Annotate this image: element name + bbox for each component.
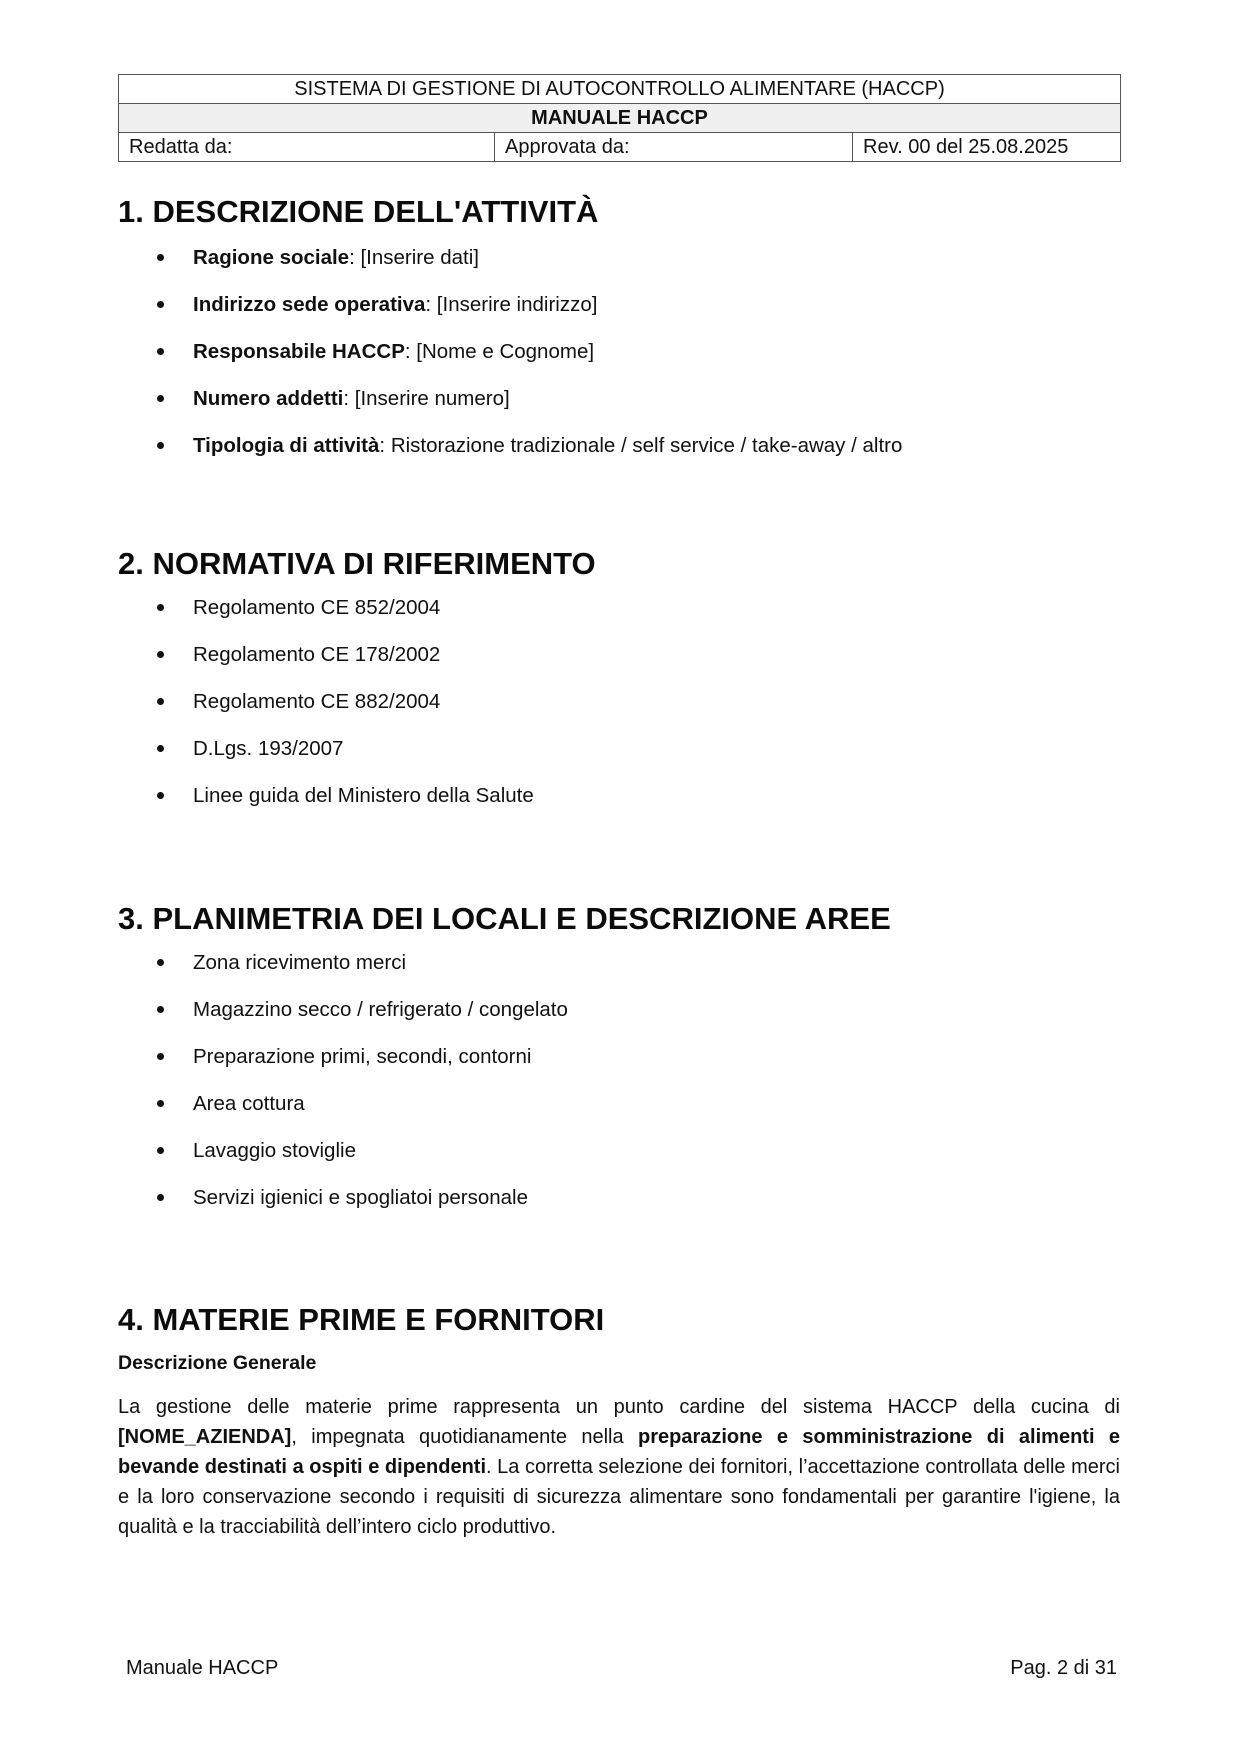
approvata-da-cell: Approvata da: [495, 133, 853, 162]
list-item: Numero addetti: [Inserire numero] [118, 375, 1120, 422]
section-title: 2. NORMATIVA DI RIFERIMENTO [118, 546, 596, 581]
bullet-icon [157, 959, 164, 966]
bullet-icon [157, 792, 164, 799]
bullet-icon [157, 1006, 164, 1013]
bullet-icon [157, 1147, 164, 1154]
bullet-icon [157, 348, 164, 355]
list-item: Tipologia di attività: Ristorazione tradizionale / self service / take-away / altro [118, 422, 1120, 469]
revision-cell: Rev. 00 del 25.08.2025 [853, 133, 1121, 162]
list-item: Magazzino secco / refrigerato / congelato [118, 986, 1120, 1033]
list-item: Area cottura [118, 1080, 1120, 1127]
bullet-icon [157, 1194, 164, 1201]
footer-page-number: Pag. 2 di 31 [1010, 1657, 1117, 1679]
section-title: 3. PLANIMETRIA DEI LOCALI E DESCRIZIONE AREE [118, 901, 891, 936]
section-planimetria [118, 899, 1120, 1221]
list-item: Preparazione primi, secondi, contorni [118, 1033, 1120, 1080]
bullet-icon [157, 745, 164, 752]
regulations-list [118, 584, 1120, 819]
list-item: Lavaggio stoviglie [118, 1127, 1120, 1174]
section-title: 4. MATERIE PRIME E FORNITORI [118, 1302, 605, 1337]
section-materie-prime [118, 1300, 1120, 1542]
list-item: Regolamento CE 852/2004 [118, 584, 1120, 631]
redatta-da-cell: Redatta da: [119, 133, 495, 162]
section-paragraph: La gestione delle materie prime rappresenta un punto cardine del sistema HACCP della cucina di [NOME_AZIENDA], impegnata quotidianamente nella preparazione e somministrazione di alimenti e bevande destinati a ospiti e dipendenti. La corretta selezione dei fornitori, l’accettazione controllata delle merci e la loro conservazione secondo i requisiti di sicurezza alimentare sono fondamentali per garantire l'igiene, la qualità e la tracciabilità dell’intero ciclo produttivo. [118, 1396, 1121, 1538]
list-item: D.Lgs. 193/2007 [118, 725, 1120, 772]
section-descrizione-attivita [118, 192, 1120, 469]
bullet-icon [157, 395, 164, 402]
section-normativa [118, 544, 1120, 819]
bullet-icon [157, 254, 164, 261]
list-item: Regolamento CE 178/2002 [118, 631, 1120, 678]
manual-title: MANUALE HACCP [119, 104, 1121, 133]
areas-list [118, 939, 1120, 1221]
bullet-icon [157, 1053, 164, 1060]
document-header-table [118, 74, 1121, 162]
list-item: Ragione sociale: [Inserire dati] [118, 234, 1120, 281]
footer-document-name: Manuale HACCP [126, 1657, 279, 1679]
activity-details-list [118, 234, 1120, 469]
bullet-icon [157, 651, 164, 658]
section-title: 1. DESCRIZIONE DELL'ATTIVITÀ [118, 194, 599, 229]
bullet-icon [157, 301, 164, 308]
list-item: Servizi igienici e spogliatoi personale [118, 1174, 1120, 1221]
bullet-icon [157, 698, 164, 705]
section-subtitle: Descrizione Generale [118, 1352, 317, 1374]
bullet-icon [157, 604, 164, 611]
list-item: Responsabile HACCP: [Nome e Cognome] [118, 328, 1120, 375]
list-item: Regolamento CE 882/2004 [118, 678, 1120, 725]
bullet-icon [157, 1100, 164, 1107]
list-item: Zona ricevimento merci [118, 939, 1120, 986]
list-item: Indirizzo sede operativa: [Inserire indirizzo] [118, 281, 1120, 328]
list-item: Linee guida del Ministero della Salute [118, 772, 1120, 819]
system-title: SISTEMA DI GESTIONE DI AUTOCONTROLLO ALIMENTARE (HACCP) [119, 75, 1121, 104]
bullet-icon [157, 442, 164, 449]
